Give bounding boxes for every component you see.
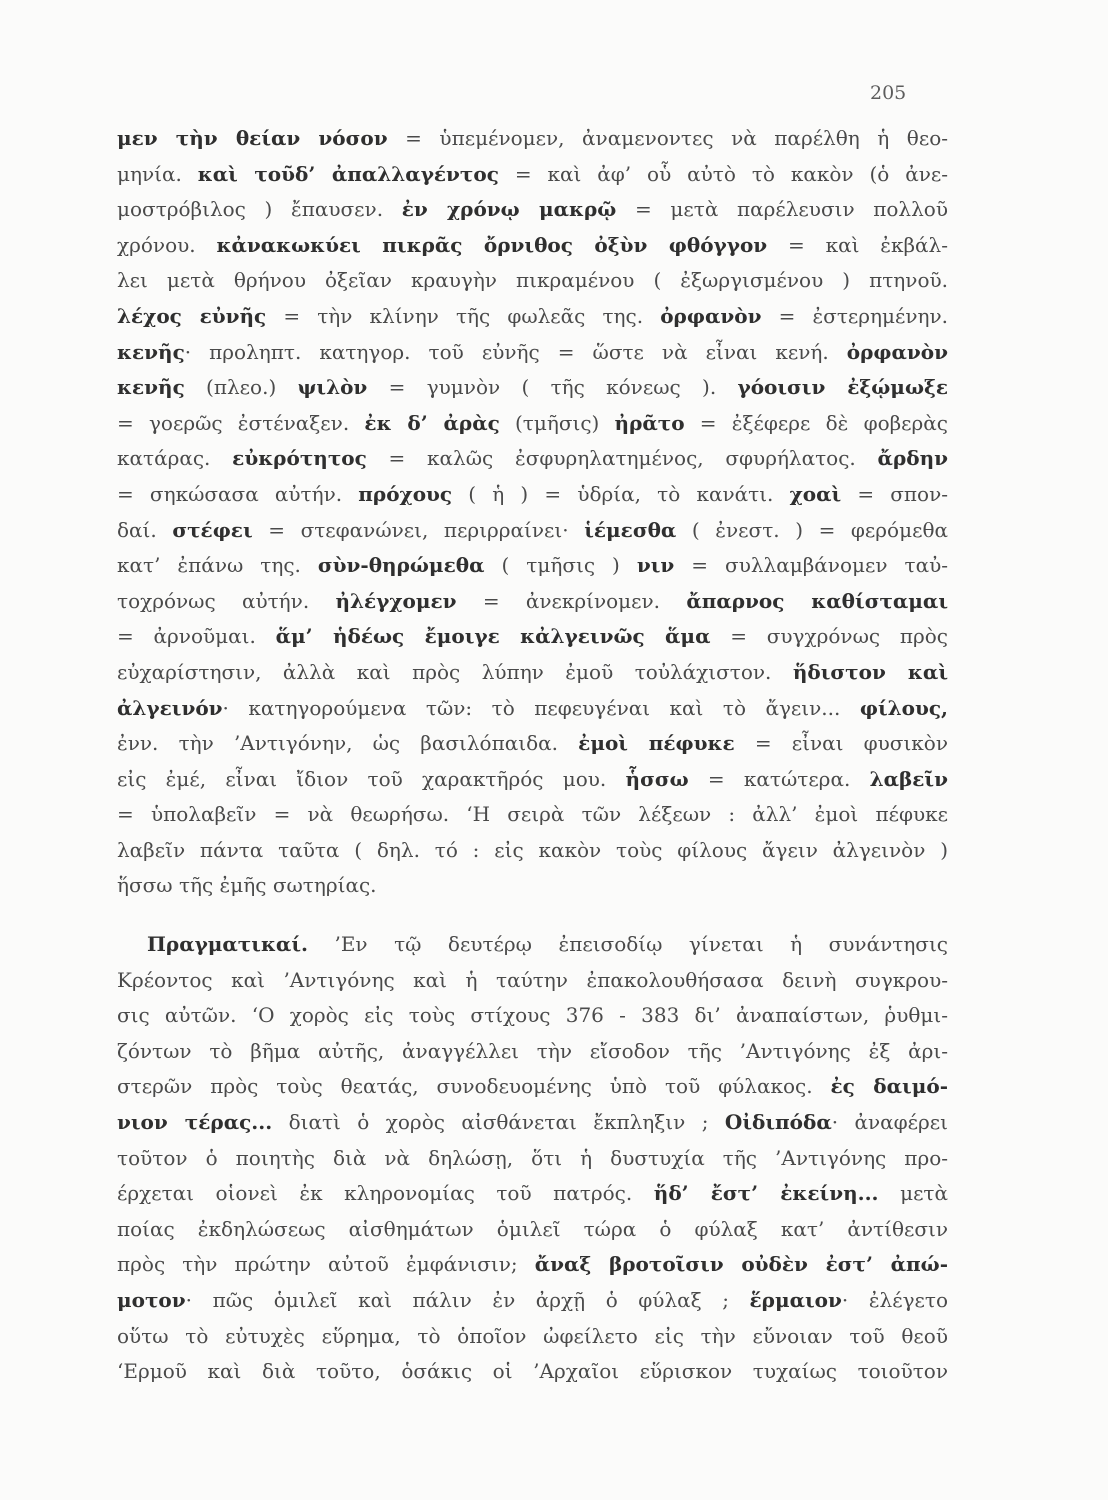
text-line [117, 1069, 948, 1105]
text-run: = ὑπολαβεῖν = νὰ θεωρήσω. ‘Η σειρὰ τῶν λέξεων : ἀλλ’ ἐμοὶ πέφυκε [117, 802, 948, 827]
text-run: χρόνου. [117, 232, 217, 257]
text-run: = γοερῶς ἐστέναξεν. [117, 410, 365, 435]
text-line [117, 655, 948, 691]
bold-term: ἄρδην [877, 446, 948, 471]
text-run: = ἐστερημένην. [761, 303, 948, 328]
bold-term: ὀρφανὸν [660, 303, 762, 328]
bold-term: μοτον [117, 1288, 186, 1312]
text-run: = σηκώσασα αὐτήν. [117, 481, 359, 506]
text-run: = κατώτερα. [688, 766, 870, 791]
bold-term: ψιλὸν [297, 375, 368, 400]
text-run: = καὶ ἐκβάλ- [767, 232, 948, 257]
text-run: = καλῶς ἐσφυρηλατημένος, σφυρήλατος. [366, 446, 878, 471]
text-run: = καὶ ἀφ’ οὗ αὐτὸ τὸ κακὸν (ὁ ἀνε- [498, 161, 948, 186]
text-line [117, 1105, 948, 1141]
bold-term: χοαὶ [789, 481, 842, 506]
bold-term: κἀνακωκύει πικρᾶς ὄρνιθος ὀξὺν φθόγγον [216, 232, 768, 257]
text-run: έρχεται οἱονεὶ ἐκ κληρονομίας τοῦ πατρός. [117, 1181, 654, 1206]
text-run: κατ’ ἐπάνω της. [117, 553, 318, 578]
text-run: = συλλαμβάνομεν ταὐ- [674, 553, 948, 578]
text-line [117, 1283, 948, 1319]
bold-term: ἐς δαιμό- [830, 1074, 948, 1099]
section-heading: Πραγματικαί. [147, 932, 308, 957]
text-line [117, 619, 948, 655]
bold-term: ἥδιστον καὶ [792, 659, 948, 684]
bold-term: ἀλγεινόν [117, 695, 223, 720]
text-line [117, 868, 948, 904]
text-run: = εἶναι φυσικὸν [734, 731, 948, 756]
text-line [117, 548, 948, 584]
text-line [117, 833, 948, 869]
text-line [117, 157, 948, 193]
paragraph-glossary [117, 121, 948, 904]
text-line [117, 691, 948, 727]
text-run: μετὰ [878, 1181, 948, 1206]
text-line [117, 797, 948, 833]
text-run: · ἐλέγετο [841, 1288, 948, 1312]
text-line [117, 1212, 948, 1248]
text-run: ( ἡ ) = ὑδρία, τὸ κανάτι. [452, 481, 790, 506]
text-line [117, 762, 948, 798]
text-line [117, 335, 948, 371]
bold-term: εὐκρότητος [232, 446, 367, 471]
text-run: = ἀνεκρίνομεν. [456, 588, 687, 613]
bold-term: κενῆς [117, 339, 185, 364]
bold-term: ἅμ’ ἡδέως ἔμοιγε κἀλγεινῶς ἅμα [275, 624, 711, 649]
text-run: οὕτω τὸ εὐτυχὲς εὕρημα, τὸ ὁποῖον ὠφείλετο εἰς τὴν εὔνοιαν τοῦ θεοῦ [117, 1323, 948, 1348]
text-line [117, 299, 948, 335]
text-line [117, 963, 948, 999]
text-run: μοστρόβιλος ) ἔπαυσεν. [117, 197, 402, 222]
text-run: ἥσσω τῆς ἐμῆς σωτηρίας. [117, 873, 377, 898]
text-run: διατὶ ὁ χορὸς αἰσθάνεται ἔκπληξιν ; [272, 1110, 725, 1135]
text-run: δαί. [117, 517, 173, 542]
bold-term: καὶ τοῦδ’ ἀπαλλαγέντος [197, 161, 499, 186]
text-run: Κρέοντος καὶ ’Αντιγόνης καὶ ἡ ταύτην ἐπακολουθήσασα δεινὴ συγκρου- [117, 967, 948, 992]
text-run: πρὸς τὴν πρώτην αὐτοῦ ἐμφάνισιν; [117, 1252, 535, 1277]
text-line [117, 513, 948, 549]
text-run: = σπον- [841, 481, 948, 506]
text-run: (τμῆσις) [499, 410, 615, 435]
text-line [117, 1141, 948, 1177]
bold-term: λαβεῖν [869, 766, 948, 791]
text-run: · προληπτ. κατηγορ. τοῦ εὐνῆς = ὥστε νὰ εἶναι κενή. [184, 339, 847, 364]
text-line [117, 1034, 948, 1070]
bold-term: ἧσσω [625, 766, 689, 791]
page-number: 205 [870, 82, 907, 104]
text-run: ‘Ερμοῦ καὶ διὰ τοῦτο, ὁσάκις οἱ ’Αρχαῖοι εὕρισκον τυχαίως τοιοῦτον [117, 1359, 948, 1384]
bold-term: στέφει [172, 517, 253, 542]
text-run: · ἀναφέρει [831, 1110, 948, 1135]
text-run: σις αὐτῶν. ‘Ο χορὸς εἰς τοὺς στίχους 376 - 383 δι’ ἀναπαίστων, ῥυθμι- [117, 1003, 948, 1028]
text-run: μηνία. [117, 161, 198, 186]
text-line [117, 1319, 948, 1355]
text-run: = μετὰ παρέλευσιν πολλοῦ [616, 197, 948, 222]
text-run: ζόντων τὸ βῆμα αὐτῆς, ἀναγγέλλει τὴν εἴσοδον τῆς ’Αντιγόνης ἐξ ἀρι- [117, 1038, 948, 1063]
bold-term: ἐν χρόνῳ μακρῷ [401, 197, 617, 222]
bold-term: σὺν-θηρώμεθα [317, 553, 485, 578]
bold-term: νιν [636, 553, 675, 578]
text-line [117, 1354, 948, 1390]
body-text [117, 121, 948, 1390]
text-line [117, 370, 948, 406]
text-line [117, 441, 948, 477]
paragraph-pragmatikai [117, 927, 948, 1390]
text-run: = ἀρνοῦμαι. [117, 624, 276, 649]
bold-term: ἄπαρνος καθίσταμαι [686, 588, 948, 613]
text-line [117, 263, 948, 299]
text-run: = γυμνὸν ( τῆς κόνεως ). [367, 375, 738, 400]
bold-term: λέχος εὐνῆς [117, 303, 267, 328]
text-run: ( τμῆσις ) [484, 553, 637, 578]
text-run: ποίας ἐκδηλώσεως αἰσθημάτων ὁμιλεῖ τώρα ὁ φύλαξ κατ’ ἀντίθεσιν [117, 1216, 948, 1241]
text-run: στερῶν πρὸς τοὺς θεατάς, συνοδευομένης ὑπὸ τοῦ φύλακος. [117, 1074, 831, 1099]
bold-term: γόοισιν ἐξῴμωξε [737, 375, 948, 400]
bold-term: ἠρᾶτο [614, 410, 685, 435]
text-run: = συγχρόνως πρὸς [710, 624, 948, 649]
bold-term: ἠλέγχομεν [335, 588, 457, 613]
text-run: τοῦτον ὁ ποιητὴς διὰ νὰ δηλώσῃ, ὅτι ἡ δυστυχία τῆς ’Αντιγόνης προ- [117, 1145, 948, 1170]
text-run: = ἐξέφερε δὲ φοβερὰς [684, 410, 948, 435]
text-line [117, 998, 948, 1034]
text-run: εἰς ἐμέ, εἶναι ἴδιον τοῦ χαρακτῆρός μου. [117, 766, 626, 791]
bold-term: νιον τέρας... [117, 1110, 273, 1135]
text-run: ’Εν τῷ δευτέρῳ ἐπεισοδίῳ γίνεται ἡ συνάντησις [307, 932, 948, 957]
text-line [117, 477, 948, 513]
bold-term: ἕρμαιον [749, 1288, 842, 1312]
text-line [117, 726, 948, 762]
text-run: κατάρας. [117, 446, 233, 471]
bold-term: ἐμοὶ πέφυκε [578, 731, 735, 756]
text-line [117, 1176, 948, 1212]
text-line [117, 121, 948, 157]
text-line [117, 228, 948, 264]
text-run: εὐχαρίστησιν, ἀλλὰ καὶ πρὸς λύπην ἐμοῦ τοὐλάχιστον. [117, 659, 793, 684]
text-run: λει μετὰ θρήνου ὀξεῖαν κραυγὴν πικραμένου ( ἐξωργισμένου ) πτηνοῦ. [117, 268, 948, 293]
text-line [117, 406, 948, 442]
text-line [117, 927, 948, 963]
text-run: = τὴν κλίνην τῆς φωλεᾶς της. [266, 303, 661, 328]
text-run: ἐνν. τὴν ’Αντιγόνην, ὡς βασιλόπαιδα. [117, 731, 579, 756]
text-line [117, 1247, 948, 1283]
bold-term: Οἰδιπόδα [724, 1110, 832, 1135]
text-run: · πῶς ὁμιλεῖ καὶ πάλιν ἐν ἀρχῇ ὁ φύλαξ ; [185, 1288, 750, 1312]
bold-term: ἥδ’ ἔστ’ ἐκείνη... [653, 1181, 879, 1206]
bold-term: ἱέμεσθα [584, 517, 677, 542]
text-run: ( ἐνεστ. ) = φερόμεθα [676, 517, 948, 542]
bold-term: μεν τὴν θείαν νόσον [117, 126, 388, 150]
bold-term: ἄναξ βροτοῖσιν οὐδὲν ἐστ’ ἀπώ- [534, 1252, 948, 1277]
text-run: = ὑπεμένομεν, ἀναμενοντες νὰ παρέλθη ἡ θεο- [387, 126, 948, 150]
text-run: τοχρόνως αὐτήν. [117, 588, 336, 613]
text-run: λαβεῖν πάντα ταῦτα ( δηλ. τό : εἰς κακὸν τοὺς φίλους ἄγειν ἀλγεινὸν ) [117, 837, 948, 862]
bold-term: ὀρφανὸν [846, 339, 948, 364]
bold-term: πρόχους [358, 481, 453, 506]
bold-term: κενῆς [117, 375, 185, 400]
text-run: · κατηγορούμενα τῶν: τὸ πεφευγέναι καὶ τὸ ἄγειν... [222, 695, 860, 720]
bold-term: φίλους, [859, 695, 948, 720]
bold-term: ἐκ δ’ ἀρὰς [364, 410, 500, 435]
text-line [117, 192, 948, 228]
text-line [117, 584, 948, 620]
text-run: (πλεο.) [184, 375, 298, 400]
text-run: = στεφανώνει, περιρραίνει· [252, 517, 585, 542]
